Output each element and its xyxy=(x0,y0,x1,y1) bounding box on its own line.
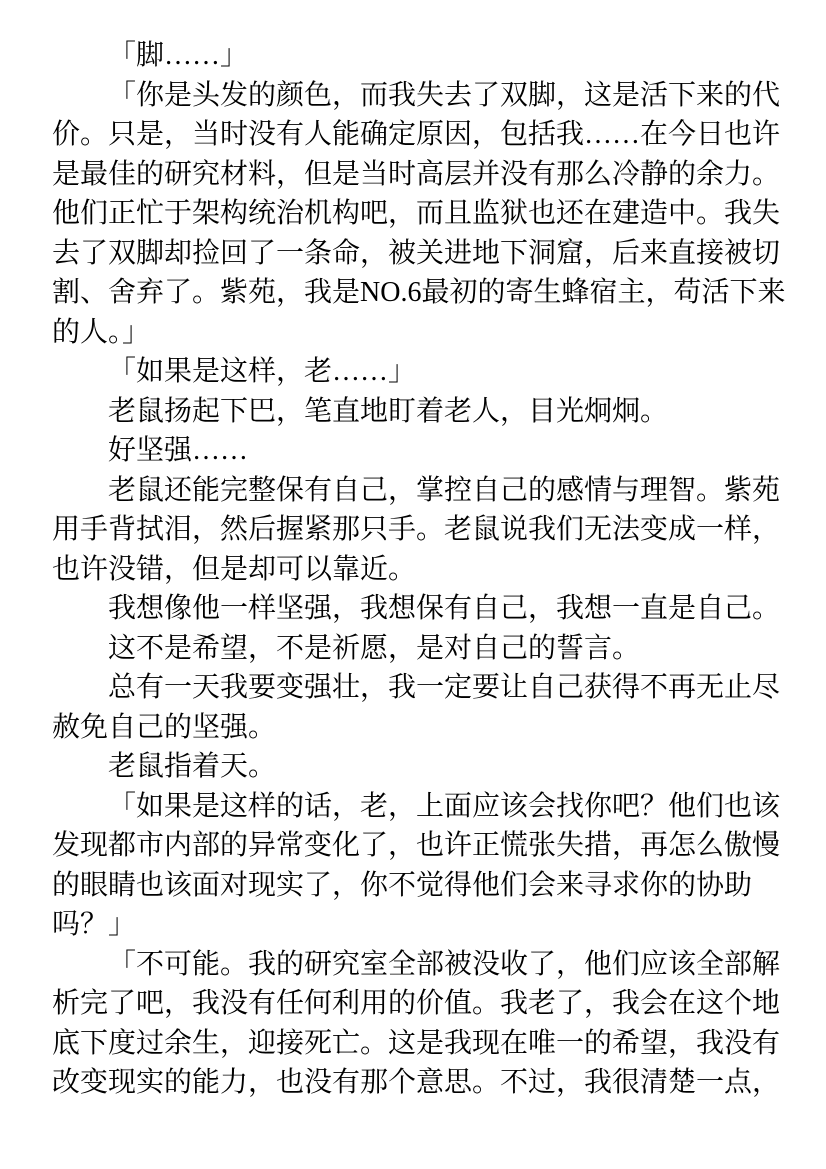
text-line: 发现都市内部的异常变化了，也许正慌张失措，再怎么傲慢 xyxy=(52,830,781,861)
text-line: 去了双脚却捡回了一条命，被关进地下洞窟，后来直接被切 xyxy=(52,237,781,269)
text-line: 用手背拭泪，然后握紧那只手。老鼠说我们无法变成一样， xyxy=(52,514,781,545)
text-line: 这不是希望，不是祈愿，是对自己的誓言。 xyxy=(108,632,641,664)
text-line: 他们正忙于架构统治机构吧，而且监狱也还在建造中。我失 xyxy=(52,198,781,229)
text-line: 底下度过余生，迎接死亡。这是我现在唯一的希望，我没有 xyxy=(52,1027,781,1059)
text-line: 割、舍弃了。紫苑，我是NO.6最初的寄生蜂宿主，苟活下来 xyxy=(52,277,786,308)
text-line: 改变现实的能力，也没有那个意思。不过，我很清楚一点， xyxy=(52,1067,781,1098)
text-line: 总有一天我要变强壮，我一定要让自己获得不再无止尽 xyxy=(108,672,781,703)
text-line: 的人。」 xyxy=(52,316,151,348)
text-line: 「如果是这样，老……」 xyxy=(108,356,417,387)
text-line: 价。只是，当时没有人能确定原因，包括我……在今日也许 xyxy=(52,119,781,150)
text-line: 我想像他一样坚强，我想保有自己，我想一直是自己。 xyxy=(108,593,781,624)
page-text xyxy=(52,36,786,1103)
text-line: 的眼睛也该面对现实了，你不觉得他们会来寻求你的协助 xyxy=(52,869,753,901)
text-line: 「如果是这样的话，老，上面应该会找你吧？他们也该 xyxy=(108,790,781,822)
text-line: 析完了吧，我没有任何利用的价值。我老了，我会在这个地 xyxy=(52,988,781,1019)
text-line: 老鼠扬起下巴，笔直地盯着老人，目光炯炯。 xyxy=(108,395,669,427)
text-line: 「不可能。我的研究室全部被没收了，他们应该全部解 xyxy=(108,948,781,980)
text-line: 老鼠还能完整保有自己，掌控自己的感情与理智。紫苑 xyxy=(108,474,781,506)
text-line: 也许没错，但是却可以靠近。 xyxy=(52,553,417,585)
text-line: 好坚强…… xyxy=(108,435,249,466)
text-line: 是最佳的研究材料，但是当时高层并没有那么冷静的余力。 xyxy=(52,158,781,190)
text-line: 老鼠指着天。 xyxy=(108,751,277,782)
text-line: 赦免自己的坚强。 xyxy=(52,711,277,743)
text-line: 「你是头发的颜色，而我失去了双脚，这是活下来的代 xyxy=(108,79,781,111)
text-line: 吗？」 xyxy=(52,909,137,940)
text-line: 「脚……」 xyxy=(108,40,249,71)
